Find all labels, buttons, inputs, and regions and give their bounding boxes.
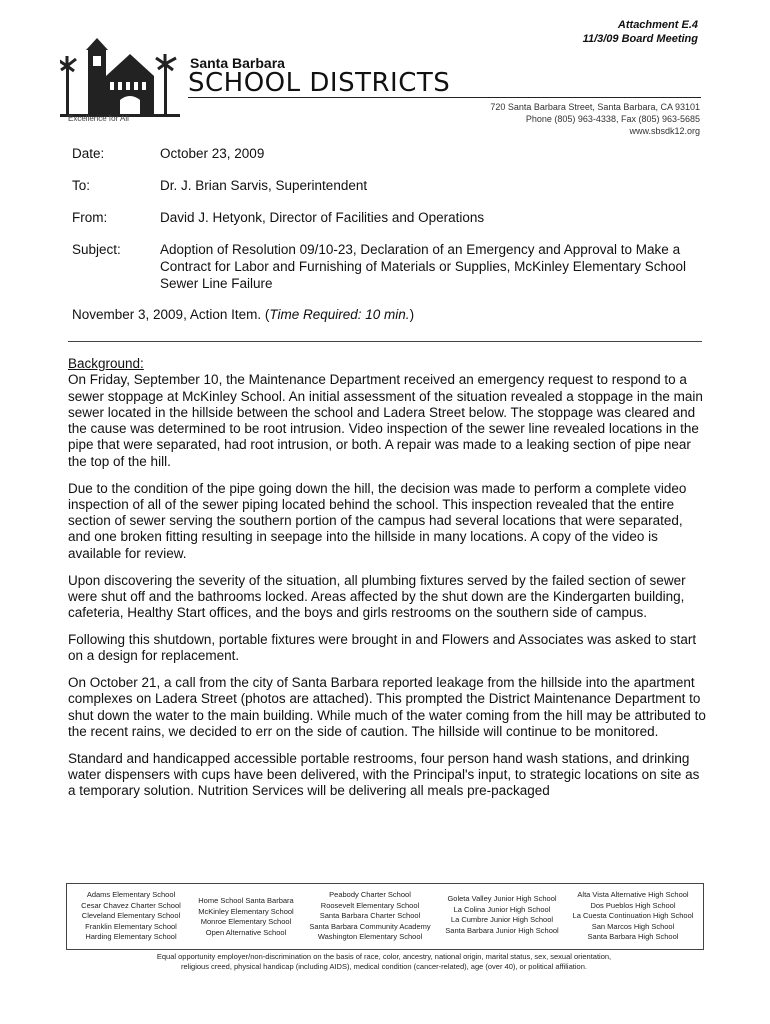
school-name: Santa Barbara High School (587, 932, 679, 941)
address-street: 720 Santa Barbara Street, Santa Barbara, CA 93101 (490, 102, 700, 112)
school-name: Santa Barbara Junior High School (445, 925, 559, 935)
school-column (191, 896, 301, 938)
school-column (305, 890, 435, 943)
school-name: Dos Pueblos High School (590, 900, 676, 910)
paragraph: Following this shutdown, portable fixtures were brought in and Flowers and Associates was asked to start on a design for replacement. (68, 631, 697, 664)
school-name: Adams Elementary School (86, 890, 176, 899)
memo-subject-row (72, 241, 712, 295)
paragraph: Upon discovering the severity of the situation, all plumbing fixtures served by the failed section of sewer were shut off and the bathrooms locked. Areas affected by the shut down are the Kindergarten building, cafeteria, Healthy Start offices, and the boys and girls restrooms on the southern side of campus. (68, 572, 686, 621)
org-name-main: SCHOOL DISTRICTS (188, 68, 451, 98)
paragraph: On October 21, a call from the city of Santa Barbara reported leakage from the hillside into the apartment complexes on Ladera Street (photos are attached). This prompted the District Maintenance Department to shut down the water to the main building. While much of the water coming from the hill may be attributed to the recent rains, we decided to err on the side of caution. The hillside will continue to be monitored. (68, 675, 706, 739)
school-column (73, 890, 189, 943)
school-name: Open Alternative School (205, 927, 287, 937)
eeo-line: religious creed, physical handicap (including AIDS), medical condition (cancer-related), age (over 40), or political affiliation. (181, 962, 587, 971)
district-logo-icon (60, 36, 180, 118)
memo-to-row (72, 177, 702, 195)
action-line (72, 307, 414, 322)
school-name: Monroe Elementary School (200, 917, 292, 926)
school-name: McKinley Elementary School (198, 906, 294, 916)
school-name: Santa Barbara Community Academy (309, 921, 431, 931)
date-label: Date: (72, 146, 105, 161)
school-name: Harding Elementary School (85, 932, 177, 941)
address-web: www.sbsdk12.org (629, 126, 700, 136)
school-name: Alta Vista Alternative High School (577, 890, 689, 899)
school-name: Franklin Elementary School (85, 921, 177, 931)
school-name: Cleveland Elementary School (81, 911, 181, 920)
school-name: San Marcos High School (591, 921, 675, 931)
action-text: November 3, 2009, Action Item. ( (72, 307, 270, 322)
from-value: David J. Hetyonk, Director of Facilities and Operations (160, 210, 485, 225)
school-name: La Cuesta Continuation High School (572, 911, 694, 920)
school-name: Cesar Chavez Charter School (81, 900, 181, 910)
tagline: Excellence for All (68, 114, 129, 123)
from-label: From: (72, 210, 108, 225)
school-name: Home School Santa Barbara (198, 896, 294, 905)
paragraph: Due to the condition of the pipe going down the hill, the decision was made to perform a complete video inspection of all of the sewer piping located behind the school. This inspection revealed that the entire section of sewer serving the southern portion of the campus had several locations that were separated, and one broken fitting resulting in seepage into the hillside in many locations. A copy of the video is available for review. (68, 480, 687, 561)
org-name-top: Santa Barbara (190, 55, 285, 71)
attachment-label: Attachment E.4 (617, 19, 698, 31)
school-name: La Colina Junior High School (453, 904, 551, 914)
memo-body (68, 356, 708, 810)
eeo-line: Equal opportunity employer/non-discrimination on the basis of race, color, ancestry, national origin, marital status, sex, sexual orientation, (156, 952, 612, 961)
meeting-date: 11/3/09 Board Meeting (582, 33, 698, 45)
memo-from-row (72, 209, 702, 227)
address-phone: Phone (805) 963-4338, Fax (805) 963-5685 (525, 114, 700, 124)
school-name: Peabody Charter School (329, 890, 411, 899)
school-name: Roosevelt Elementary School (320, 900, 420, 910)
memo-date-row (72, 145, 702, 163)
address-block (490, 101, 700, 137)
school-name: Santa Barbara Charter School (319, 911, 421, 920)
to-label: To: (72, 178, 91, 193)
school-name: Goleta Valley Junior High School (447, 894, 557, 903)
attachment-header (583, 18, 698, 46)
school-column (439, 894, 565, 936)
school-list-box (66, 883, 704, 950)
action-time: Time Required: 10 min. (269, 307, 410, 322)
paragraph: Standard and handicapped accessible portable restrooms, four person hand wash stations, and drinking water dispensers with cups have been delivered, with the Principal's input, to strategic locations on site as a temporary solution. Nutrition Services will be delivering all meals pre-packaged (68, 750, 700, 799)
paragraph: On Friday, September 10, the Maintenance Department received an emergency request to respond to a sewer stoppage at McKinley School. An initial assessment of the situation revealed a stoppage in the main sewer located in the hillside between the school and Ladera Street below. The stoppage was cleared and the cause was determined to be root intrusion. Video inspection of the sewer line revealed locations in the pipe that were separated, had root intrusion, or both. A repair was made to a leaking section of pipe near the top of the hill. (68, 372, 703, 469)
action-close: ) (409, 307, 415, 322)
date-value: October 23, 2009 (160, 146, 265, 161)
school-name: La Cumbre Junior High School (450, 915, 554, 924)
background-heading: Background: (68, 356, 144, 371)
subject-value: Adoption of Resolution 09/10-23, Declaration of an Emergency and Approval to Make a Contract for Labor and Furnishing of Materials or Supplies, McKinley Elementary School Sewer Line Failure (160, 242, 686, 291)
header-rule (188, 97, 701, 98)
section-divider (68, 341, 702, 342)
to-value: Dr. J. Brian Sarvis, Superintendent (160, 178, 368, 193)
subject-label: Subject: (72, 242, 121, 257)
eeo-statement (66, 952, 702, 972)
school-name: Washington Elementary School (317, 932, 423, 941)
school-column (567, 890, 699, 943)
